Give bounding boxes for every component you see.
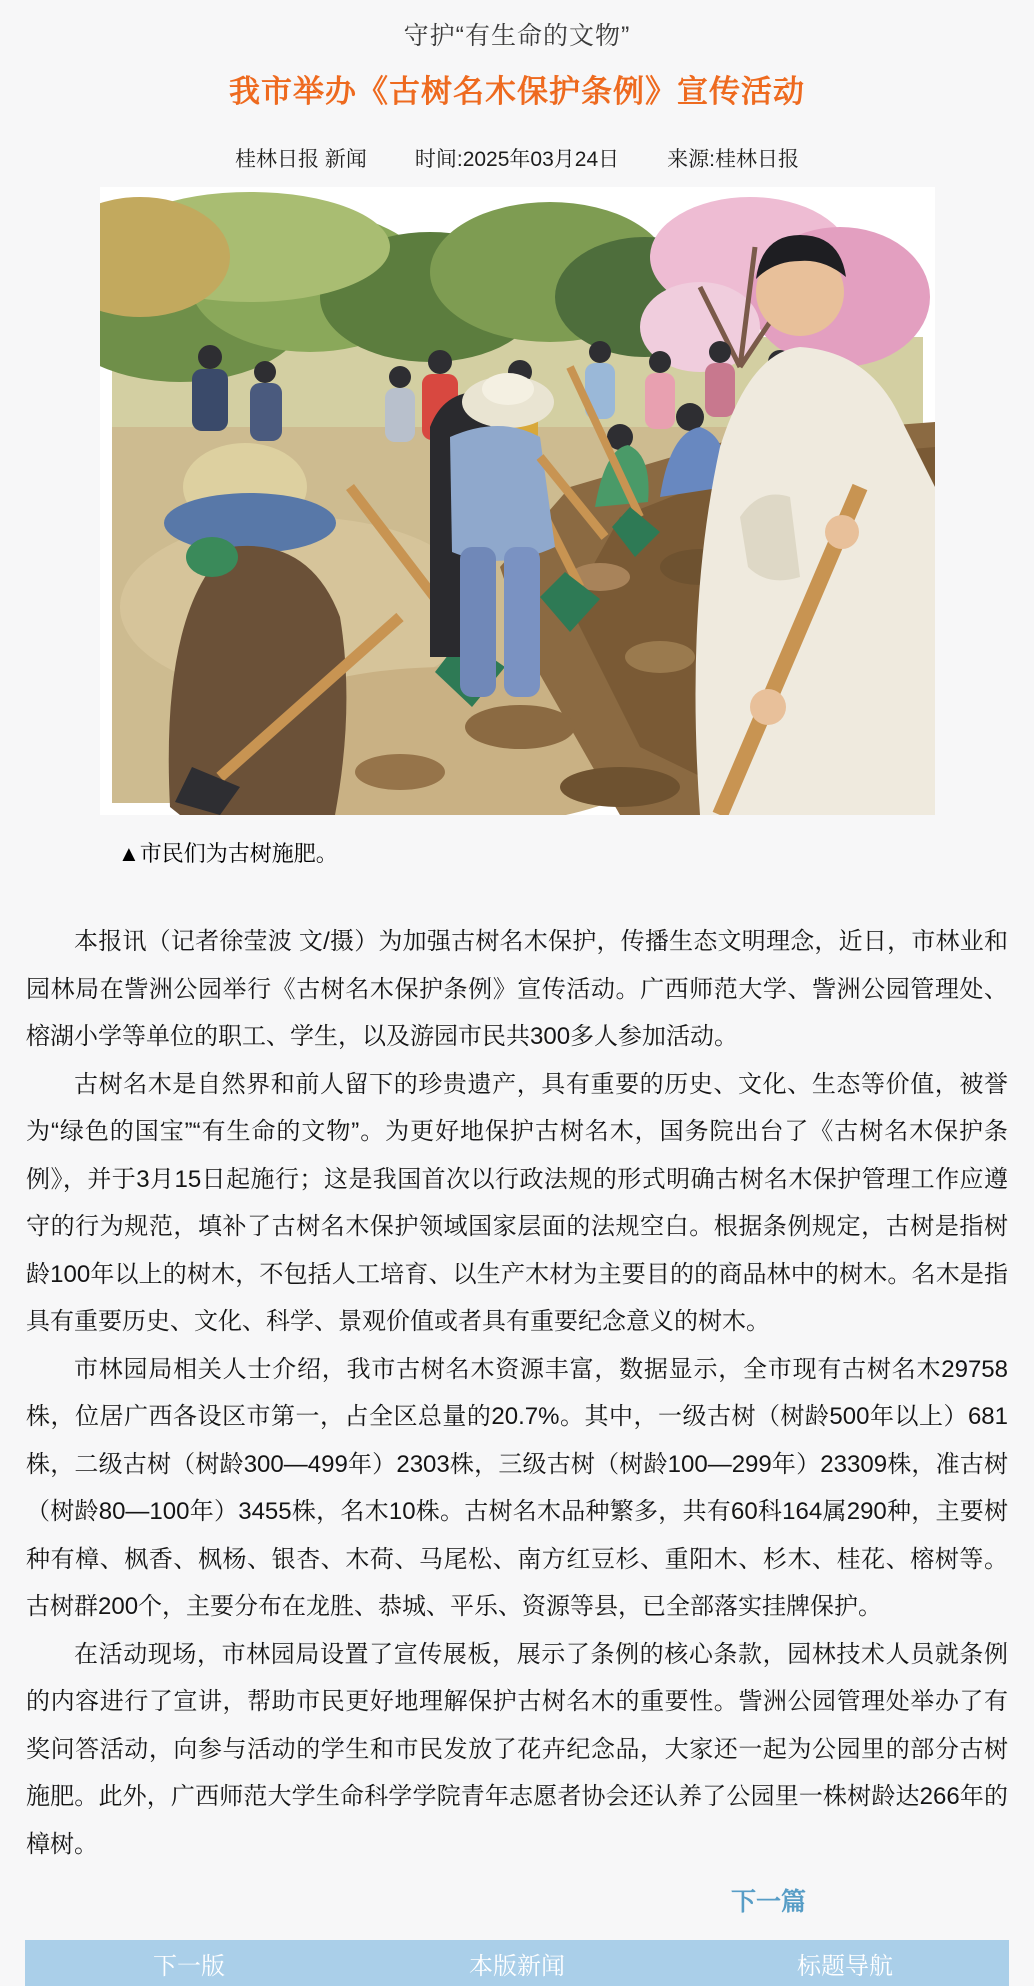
- article-paragraph: 古树名木是自然界和前人留下的珍贵遗产，具有重要的历史、文化、生态等价值，被誉为“绿色的国宝”“有生命的文物”。为更好地保护古树名木，国务院出台了《古树名木保护条例》，并于3月15日起施行；这是我国首次以行政法规的形式明确古树名木保护管理工作应遵守的行为规范，填补了古树名木保护领域国家层面的法规空白。根据条例规定，古树是指树龄100年以上的树木，不包括人工培育、以生产木材为主要目的的商品林中的树木。名木是指具有重要历史、文化、科学、景观价值或者具有重要纪念意义的树木。: [26, 1070, 1008, 1335]
- meta-source: 来源:桂林日报: [667, 148, 799, 171]
- article-photo: [100, 187, 935, 815]
- meta-time: 时间:2025年03月24日: [414, 148, 620, 171]
- next-article-link[interactable]: 下一篇: [731, 1888, 807, 1916]
- article-supertitle: 守护“有生命的文物”: [403, 22, 631, 50]
- article-paragraph: 在活动现场，市林园局设置了宣传展板，展示了条例的核心条款，园林技术人员就条例的内容进行了宣讲，帮助市民更好地理解保护古树名木的重要性。訾洲公园管理处举办了有奖问答活动，向参与活动的学生和市民发放了花卉纪念品，大家还一起为公园里的部分古树施肥。此外，广西师范大学生命科学学院青年志愿者协会还认养了公园里一株树龄达266年的樟树。: [26, 1640, 1008, 1858]
- article-photo-illustration: [100, 187, 935, 815]
- footer-item-title-nav[interactable]: 标题导航: [797, 1952, 893, 1980]
- meta-source-tag: 桂林日报 新闻: [235, 148, 367, 171]
- article-paragraph: 本报讯（记者徐莹波 文/摄）为加强古树名木保护，传播生态文明理念，近日，市林业和园林局在訾洲公园举行《古树名木保护条例》宣传活动。广西师范大学、訾洲公园管理处、榕湖小学等单位的职工、学生，以及游园市民共300多人参加活动。: [26, 928, 1008, 1050]
- footer-item-next-edition[interactable]: 下一版: [153, 1952, 225, 1980]
- footer-nav: [25, 1940, 1009, 1986]
- footer-item-edition-news[interactable]: 本版新闻: [469, 1952, 565, 1980]
- article-paragraph: 市林园局相关人士介绍，我市古树名木资源丰富，数据显示，全市现有古树名木29758株，位居广西各设区市第一，占全区总量的20.7%。其中，一级古树（树龄500年以上）681株，二级古树（树龄300—499年）2303株，三级古树（树龄100—299年）23309株，准古树（树龄80—100年）3455株，名木10株。古树名木品种繁多，共有60科164属290种，主要树种有樟、枫香、枫杨、银杏、木荷、马尾松、南方红豆杉、重阳木、杉木、桂花、榕树等。古树群200个，主要分布在龙胜、恭城、平乐、资源等县，已全部落实挂牌保护。: [26, 1355, 1008, 1620]
- article-meta: [0, 143, 1034, 173]
- photo-caption: ▲市民们为古树施肥。: [118, 841, 338, 866]
- page-title: 我市举办《古树名木保护条例》宣传活动: [229, 74, 805, 109]
- article-body: [26, 918, 1008, 1868]
